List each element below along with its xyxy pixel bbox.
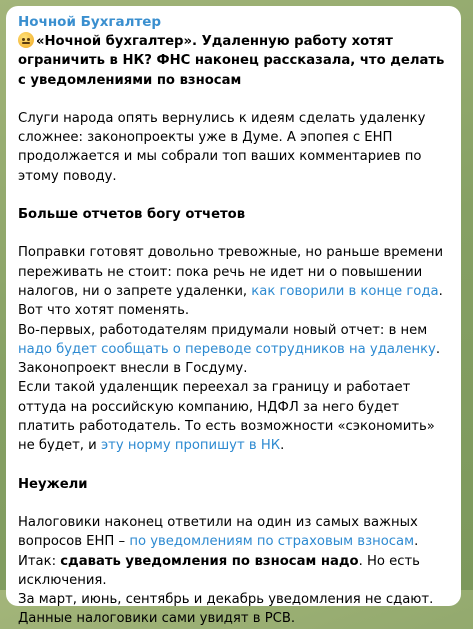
channel-name[interactable]: Ночной Бухгалтер	[18, 14, 162, 30]
link-remote-transfer-report[interactable]: надо будет сообщать о переводе сотрудников на удаленку	[18, 341, 436, 357]
message-text	[18, 32, 449, 629]
paragraph: Законопроект внесли в Госдуму.	[18, 361, 248, 377]
post-intro: Слуги народа опять вернулись к идеям сделать удаленку сложнее: законопроекты уже в Думе. А эпопея с ЕНП продолжается и мы собрали топ ваших комментариев по этому поводу.	[18, 110, 426, 184]
thinking-face-icon	[18, 32, 34, 48]
message-bubble	[6, 6, 461, 627]
paragraph: Налоговики наконец ответили на один из самых важных вопросов ЕНП – по уведомлениям по страховым взносам. Итак: сдавать уведомления по взносам надо. Но есть исключения.	[18, 514, 420, 588]
paragraph: Во-первых, работодателям придумали новый отчет: в нем надо будет сообщать о переводе сотрудников на удаленку.	[18, 322, 441, 357]
paragraph: Поправки готовят довольно тревожные, но раньше времени переживать не стоит: пока речь не идет ни о повышении налогов, ни о запрете удаленки, как говорили в конце года. Вот что хотят поменять.	[18, 245, 444, 319]
post-title: «Ночной бухгалтер». Удаленную работу хотят ограничить в НК? ФНС наконец рассказала, что делать с уведомлениями по взносам	[18, 34, 445, 88]
paragraph: За март, июнь, сентябрь и декабрь уведомления не сдают.	[18, 592, 434, 608]
section-heading-1: Больше отчетов богу отчетов	[18, 207, 246, 223]
paragraph: Данные налоговики сами увидят в РСВ.	[18, 611, 296, 627]
paragraph: Если такой удаленщик переехал за границу и работает оттуда на российскую компанию, НДФЛ за него будет платить работодатель. То есть возможности «сэкономить» не будет, и эту норму пропишут в НК.	[18, 380, 435, 454]
link-end-of-year[interactable]: как говорили в конце года	[251, 283, 439, 299]
link-tax-code-norm[interactable]: эту норму пропишут в НК	[100, 438, 281, 454]
section-heading-2: Неужели	[18, 476, 88, 492]
link-insurance-notifications[interactable]: по уведомлениям по страховым взносам	[129, 534, 415, 550]
